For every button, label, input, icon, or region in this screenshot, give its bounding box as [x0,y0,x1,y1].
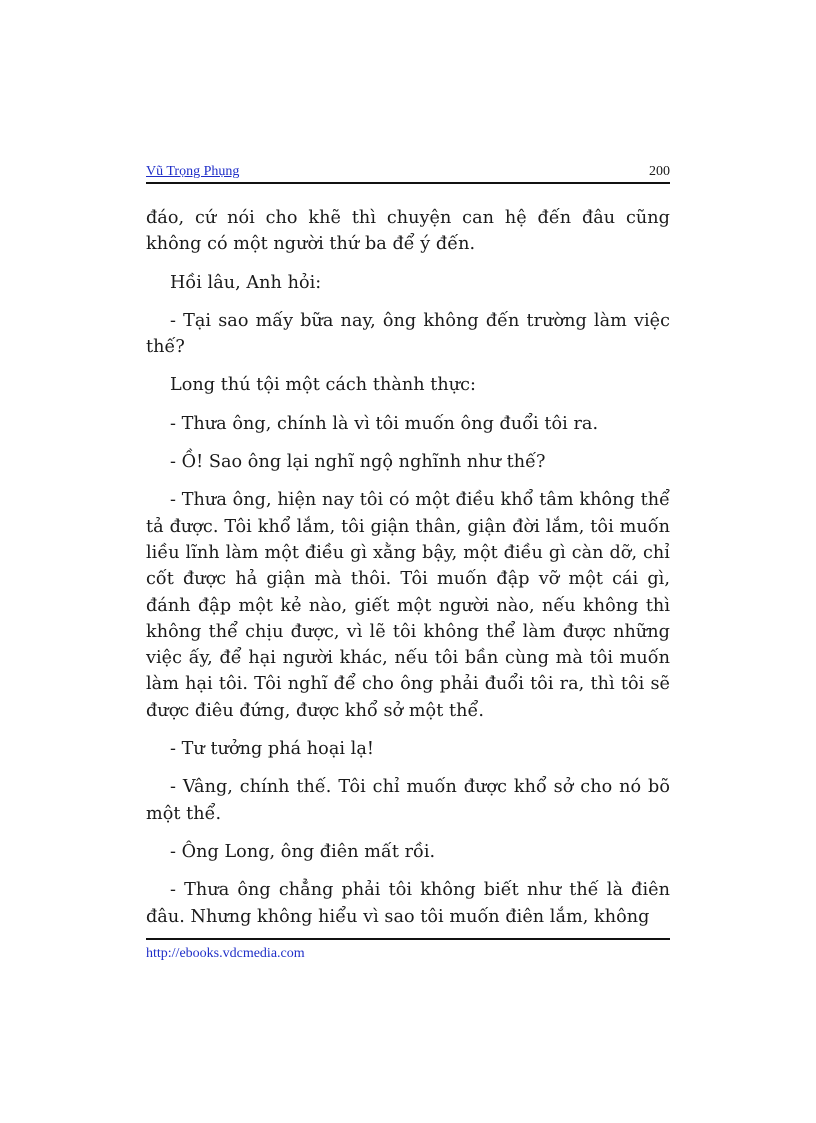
author-link[interactable]: Vũ Trọng Phụng [146,164,240,179]
paragraph: - Ông Long, ông điên mất rồi. [170,841,436,862]
page-footer [146,938,670,962]
paragraph: - Vâng, chính thế. Tôi chỉ muốn được khổ sở cho nó bõ một thể. [146,777,670,824]
paragraph: đáo, cứ nói cho khẽ thì chuyện can hệ đến đâu cũng không có một người thứ ba để ý đến. [146,208,670,255]
paragraph: - Thưa ông, chính là vì tôi muốn ông đuổi tôi ra. [170,413,599,434]
page-number: 200 [649,164,670,179]
body-text [146,205,670,942]
footer-url-link[interactable]: http://ebooks.vdcmedia.com [146,946,305,961]
paragraph: Long thú tội một cách thành thực: [170,375,477,396]
paragraph: - Tại sao mấy bữa nay, ông không đến trường làm việc thế? [146,310,670,358]
paragraph: Hồi lâu, Anh hỏi: [170,272,322,293]
paragraph: - Tư tưởng phá hoại lạ! [170,739,375,760]
paragraph: - Thưa ông, hiện nay tôi có một điều khổ tâm không thể tả được. Tôi khổ lắm, tôi giận thân, giận đời lắm, tôi muốn liều lĩnh làm một điều gì xằng bậy, một điều gì càn dỡ, chỉ cốt được hả giận mà thôi. Tôi muốn đập vỡ một cái gì, đánh đập một kẻ nào, giết một người nào, nếu không thì không thể chịu được, vì lẽ tôi không thể làm được những việc ấy, để hại người khác, nếu tôi bần cùng mà tôi muốn làm hại tôi. Tôi nghĩ để cho ông phải đuổi tôi ra, thì tôi sẽ được điêu đứng, được khổ sở một thể. [146,490,670,721]
paragraph: - Thưa ông chẳng phải tôi không biết như thế là điên đâu. Nhưng không hiểu vì sao tôi muốn điên lắm, không [146,880,670,927]
page-header [146,164,670,184]
paragraph: - Ồ! Sao ông lại nghĩ ngộ nghĩnh như thế? [170,452,546,473]
